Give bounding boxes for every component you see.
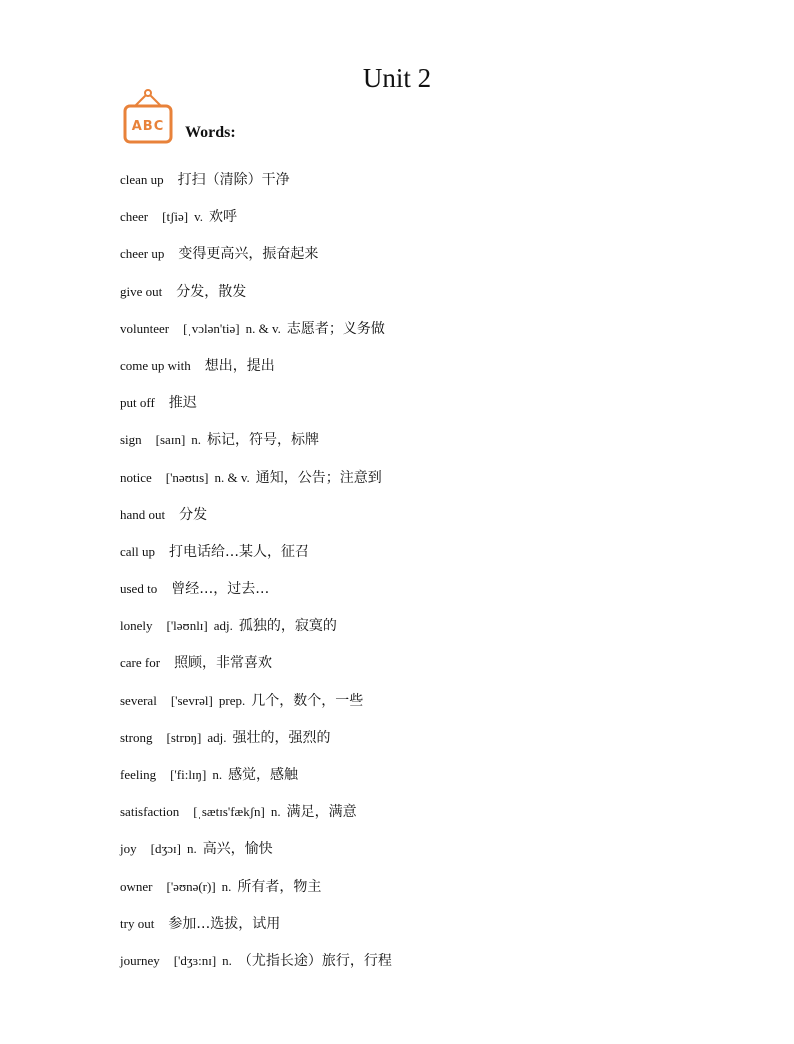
word-part-of-speech: n. & v. xyxy=(214,469,250,485)
word-list xyxy=(120,168,392,986)
list-item xyxy=(120,205,392,242)
word-phonetic: ['sevrəl] xyxy=(170,692,213,708)
word-part-of-speech: n. xyxy=(221,878,232,894)
word-term: used to xyxy=(120,581,158,597)
list-item xyxy=(120,540,392,577)
word-part-of-speech: n. xyxy=(212,767,223,782)
word-term: put off xyxy=(120,395,155,411)
word-meaning: 满足，满意 xyxy=(286,804,357,821)
word-part-of-speech: prep. xyxy=(218,692,246,708)
word-phonetic: [dʒɔɪ] xyxy=(150,841,181,857)
word-meaning: 感觉，感触 xyxy=(228,767,299,783)
word-meaning: 通知，公告；注意到 xyxy=(255,469,382,486)
word-term: sign xyxy=(120,432,142,448)
list-item xyxy=(120,689,392,726)
word-part-of-speech: n. xyxy=(270,804,281,820)
word-term: cheer xyxy=(120,209,149,225)
word-term: hand out xyxy=(120,506,166,522)
word-term: lonely xyxy=(120,618,153,634)
list-item xyxy=(120,242,392,279)
word-term: owner xyxy=(120,878,153,894)
word-part-of-speech: adj. xyxy=(213,618,233,634)
word-phonetic: [strɒŋ] xyxy=(166,729,202,745)
list-item xyxy=(120,168,392,205)
list-item xyxy=(120,280,392,317)
word-meaning: 曾经…，过去… xyxy=(171,581,270,598)
word-meaning: 欢呼 xyxy=(209,209,238,226)
word-term: clean up xyxy=(120,172,164,187)
list-item xyxy=(120,651,392,688)
word-phonetic: [tʃiə] xyxy=(162,209,189,225)
word-meaning: 标记，符号，标牌 xyxy=(207,432,320,449)
svg-text:ABC: ABC xyxy=(131,119,165,134)
list-item xyxy=(120,577,392,614)
list-item xyxy=(120,503,392,540)
list-item xyxy=(120,726,392,763)
word-meaning: 高兴，愉快 xyxy=(202,841,273,858)
list-item xyxy=(120,428,392,465)
list-item xyxy=(120,763,392,800)
word-meaning: 孤独的，寂寞的 xyxy=(238,618,337,635)
word-term: give out xyxy=(120,283,163,299)
list-item xyxy=(120,466,392,503)
word-term: notice xyxy=(120,469,152,485)
word-meaning: 几个，数个，一些 xyxy=(251,692,364,709)
word-term: feeling xyxy=(120,767,157,782)
word-term: strong xyxy=(120,729,153,745)
word-phonetic: [saɪn] xyxy=(155,432,186,448)
word-term: call up xyxy=(120,543,156,559)
word-term: satisfaction xyxy=(120,804,180,820)
word-meaning: 分发 xyxy=(179,506,208,523)
word-part-of-speech: n. xyxy=(191,432,202,448)
word-phonetic: ['ləʊnlɪ] xyxy=(166,618,208,634)
word-part-of-speech: v. xyxy=(194,209,204,225)
word-term: care for xyxy=(120,655,161,671)
list-item xyxy=(120,800,392,837)
word-meaning: 照顾，非常喜欢 xyxy=(174,655,273,672)
word-term: come up with xyxy=(120,357,191,373)
word-meaning: 打电话给…某人，征召 xyxy=(169,543,310,560)
word-phonetic: [ˌsætɪs'fækʃn] xyxy=(193,804,265,820)
word-meaning: 所有者，物主 xyxy=(237,878,322,895)
word-term: joy xyxy=(120,841,137,857)
word-phonetic: [ˌvɔlən'tiə] xyxy=(183,320,240,336)
page-title: Unit 2 xyxy=(362,63,432,93)
word-meaning: （尤指长途）旅行，行程 xyxy=(237,952,392,969)
word-part-of-speech: adj. xyxy=(207,729,227,745)
abc-board-icon xyxy=(122,89,174,145)
list-item xyxy=(120,391,392,428)
list-item xyxy=(120,317,392,354)
word-meaning: 志愿者；义务做 xyxy=(286,320,385,337)
word-term: cheer up xyxy=(120,246,165,262)
word-term: volunteer xyxy=(120,320,170,336)
word-phonetic: ['fi:lɪŋ] xyxy=(170,767,207,782)
word-term: journey xyxy=(120,952,160,968)
word-part-of-speech: n. xyxy=(186,841,197,857)
word-term: try out xyxy=(120,915,155,931)
word-phonetic: ['nəʊtɪs] xyxy=(165,469,209,485)
word-meaning: 参加…选拔，试用 xyxy=(168,915,281,932)
list-item xyxy=(120,875,392,912)
word-phonetic: ['dʒɜ:nɪ] xyxy=(173,952,217,968)
list-item xyxy=(120,949,392,986)
list-item xyxy=(120,837,392,874)
section-heading-words: Words: xyxy=(185,124,236,141)
word-meaning: 分发，散发 xyxy=(176,283,247,300)
list-item xyxy=(120,912,392,949)
list-item xyxy=(120,354,392,391)
word-part-of-speech: n. & v. xyxy=(245,320,281,336)
word-meaning: 推迟 xyxy=(168,395,197,412)
word-meaning: 变得更高兴，振奋起来 xyxy=(178,246,319,263)
word-part-of-speech: n. xyxy=(222,952,232,968)
word-phonetic: ['əʊnə(r)] xyxy=(166,878,216,894)
word-term: several xyxy=(120,692,157,708)
list-item xyxy=(120,614,392,651)
word-meaning: 打扫（清除）干净 xyxy=(177,172,290,188)
word-meaning: 想出，提出 xyxy=(204,357,275,374)
word-meaning: 强壮的，强烈的 xyxy=(232,729,331,746)
